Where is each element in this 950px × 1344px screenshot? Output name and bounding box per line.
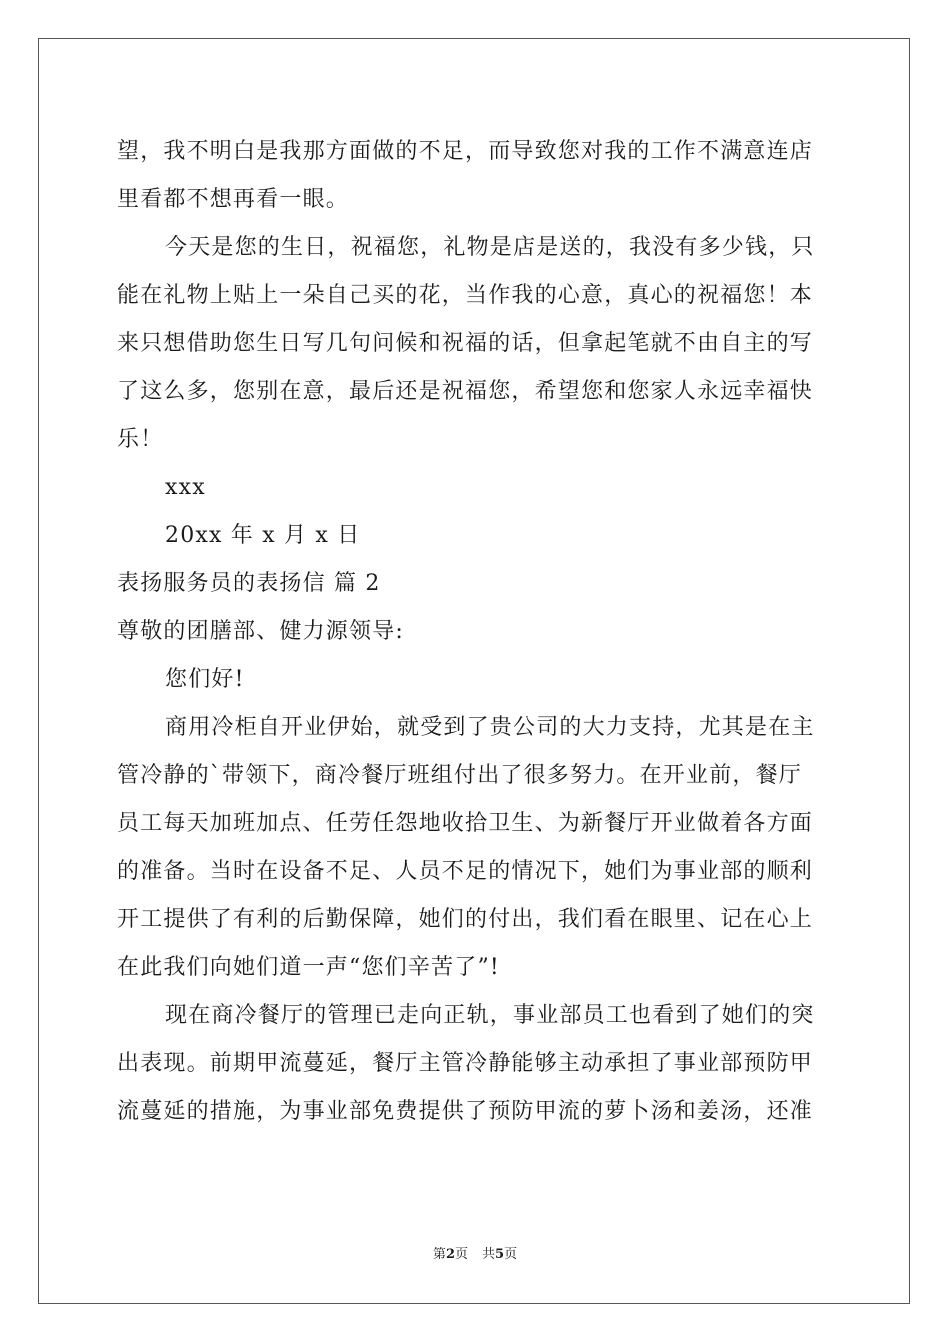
text-line: 能在礼物上贴上一朵自己买的花，当作我的心意，真心的祝福您！本 [117,283,814,308]
text-line: 里看都不想再看一眼。 [117,187,350,212]
text-line: 商用冷柜自开业伊始，就受到了贵公司的大力支持，尤其是在主 [165,715,815,740]
page-total: 5 [495,1247,505,1262]
text-line: 出表现。前期甲流蔓延，餐厅主管冷静能够主动承担了事业部预防甲 [117,1051,814,1076]
date-line: 20xx 年 x 月 x 日 [165,523,361,548]
total-unit: 页 [504,1247,518,1262]
page-unit: 页 [454,1247,468,1262]
page-footer [0,1246,950,1264]
signature: xxx [165,475,206,500]
salutation: 尊敬的团膳部、健力源领导: [117,619,405,644]
text-line: 现在商冷餐厅的管理已走向正轨，事业部员工也看到了她们的突 [165,1003,815,1028]
text-line: 开工提供了有利的后勤保障，她们的付出，我们看在眼里、记在心上 [117,907,814,932]
page-current: 2 [445,1247,455,1262]
text-line: 管冷静的`带领下，商冷餐厅班组付出了很多努力。在开业前，餐厅 [117,763,803,788]
text-line: 流蔓延的措施，为事业部免费提供了预防甲流的萝卜汤和姜汤，还准 [117,1099,814,1124]
text-line: 乐！ [117,427,164,452]
page-prefix: 第 [432,1247,446,1262]
text-line: 在此我们向她们道一声“您们辛苦了”! [117,955,500,980]
greeting: 您们好! [165,667,245,692]
text-line: 员工每天加班加点、任劳任怨地收拾卫生、为新餐厅开业做着各方面 [117,811,814,836]
text-line: 望，我不明白是我那方面做的不足，而导致您对我的工作不满意连店 [117,139,814,164]
text-line: 了这么多，您别在意，最后还是祝福您，希望您和您家人永远幸福快 [117,379,814,404]
total-prefix: 共 [482,1247,496,1262]
text-line: 的准备。当时在设备不足、人员不足的情况下，她们为事业部的顺利 [117,859,814,884]
section-title: 表扬服务员的表扬信 篇 2 [117,571,381,596]
document-body [117,128,833,1136]
text-line: 今天是您的生日，祝福您，礼物是店是送的，我没有多少钱，只 [165,235,815,260]
text-line: 来只想借助您生日写几句问候和祝福的话，但拿起笔就不由自主的写 [117,331,814,356]
